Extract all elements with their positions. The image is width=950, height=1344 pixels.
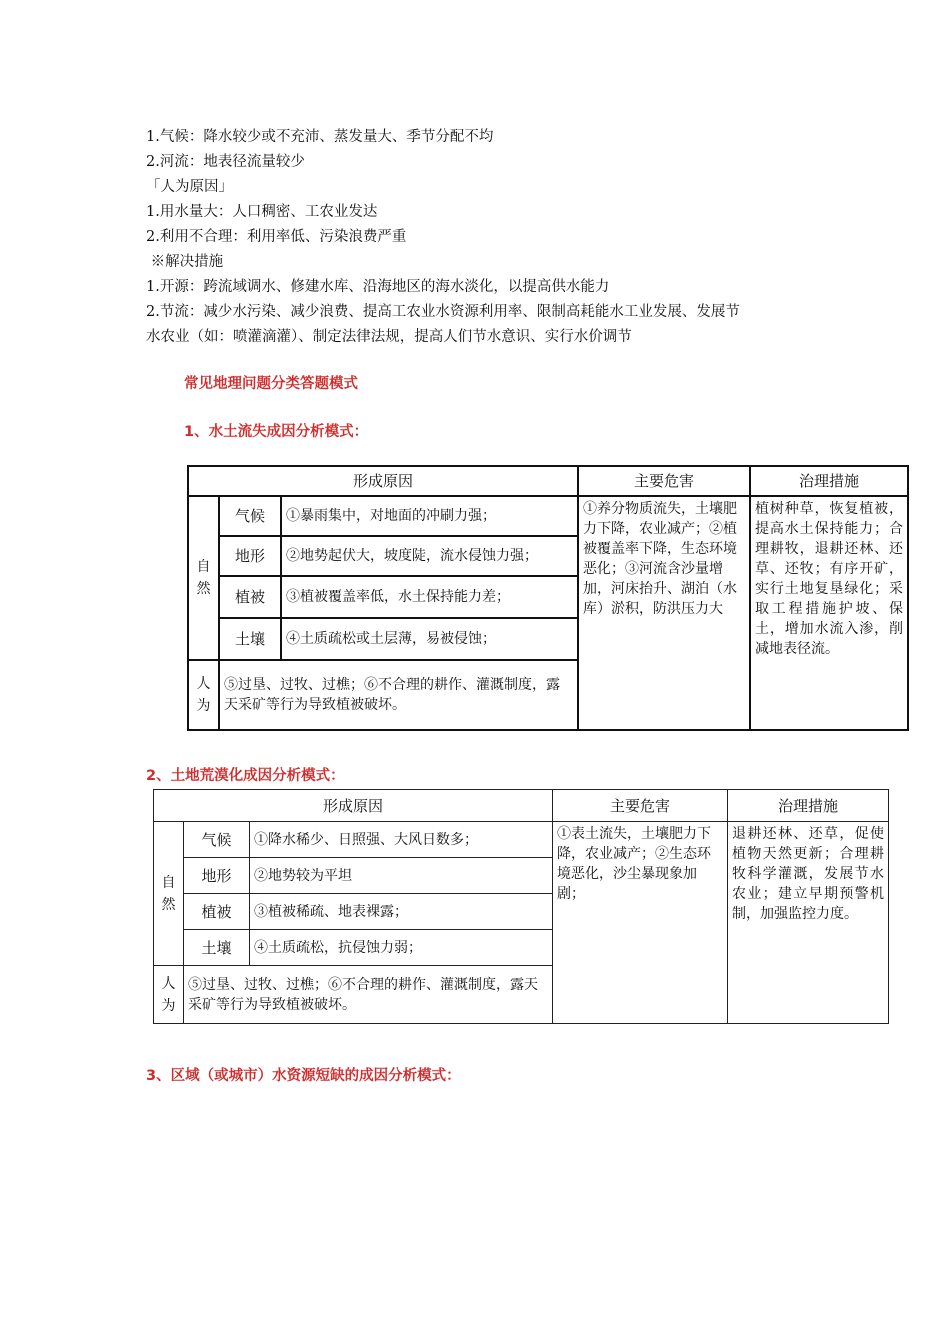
factor-desc: ①暴雨集中，对地面的冲刷力强； [281,496,578,536]
intro-line: 1.气候：降水较少或不充沛、蒸发量大、季节分配不均 [146,129,494,145]
header-measure: 治理措施 [728,790,889,822]
harm-cell: ①表土流失，土壤肥力下降，农业减产；②生态环境恶化，沙尘暴现象加剧； [553,822,728,1024]
measure-cell: 植树种草，恢复植被，提高水土保持能力；合理耕牧，退耕还林、还草、还牧；有序开矿，实行土地复垦绿化；采取工程措施护坡、保土，增加水流入渗，削减地表径流。 [750,496,908,730]
factor-vegetation: 植被 [219,576,281,618]
header-harm: 主要危害 [578,466,750,496]
factor-climate: 气候 [219,496,281,536]
intro-line: 2.节流：减少水污染、减少浪费、提高工农业水资源利用率、限制高耗能水工业发展、发展节 [146,304,740,320]
factor-desc: ②地势起伏大，坡度陡，流水侵蚀力强； [281,536,578,576]
factor-soil: 土壤 [184,930,250,966]
measure-cell: 退耕还林、还草，促使植物天然更新；合理耕牧科学灌溉，发展节水农业；建立早期预警机制，加强监控力度。 [728,822,889,1024]
factor-desc: ①降水稀少、日照强、大风日数多； [250,822,553,858]
factor-vegetation: 植被 [184,894,250,930]
intro-line: 水农业（如：喷灌滴灌）、制定法律法规，提高人们节水意识、实行水价调节 [146,329,632,345]
intro-line: 1.用水量大：人口稠密、工农业发达 [146,204,378,220]
factor-desc: ③植被稀疏、地表裸露； [250,894,553,930]
header-harm: 主要危害 [553,790,728,822]
natural-label: 自然 [154,822,184,966]
factor-terrain: 地形 [184,858,250,894]
factor-climate: 气候 [184,822,250,858]
desertification-table [153,789,889,1024]
intro-line: 「人为原因」 [146,179,233,195]
heading-water-shortage: 3、区域（或城市）水资源短缺的成因分析模式： [146,1068,461,1084]
human-label: 人为 [188,660,219,730]
intro-line: 2.利用不合理：利用率低、污染浪费严重 [146,229,407,245]
natural-label: 自然 [188,496,219,660]
factor-desc: ③植被覆盖率低，水土保持能力差； [281,576,578,618]
heading-soil-erosion: 1、水土流失成因分析模式： [184,424,369,440]
factor-desc: ②地势较为平坦 [250,858,553,894]
intro-line: 2.河流：地表径流量较少 [146,154,305,170]
intro-line: 1.开源：跨流域调水、修建水库、沿海地区的海水淡化，以提高供水能力 [146,279,610,295]
soil-erosion-table [187,465,909,731]
header-measure: 治理措施 [750,466,908,496]
harm-cell: ①养分物质流失，土壤肥力下降，农业减产；②植被覆盖率下降，生态环境恶化；③河流含沙量增加，河床抬升、湖泊（水库）淤积，防洪压力大 [578,496,750,730]
human-desc: ⑤过垦、过牧、过樵；⑥不合理的耕作、灌溉制度，露天采矿等行为导致植被破坏。 [184,966,553,1024]
factor-desc: ④土质疏松或土层薄，易被侵蚀； [281,618,578,660]
intro-line: ※解决措施 [146,254,224,270]
header-cause: 形成原因 [154,790,553,822]
human-label: 人为 [154,966,184,1024]
header-cause: 形成原因 [188,466,578,496]
factor-soil: 土壤 [219,618,281,660]
section-title: 常见地理问题分类答题模式 [184,376,358,392]
factor-desc: ④土质疏松，抗侵蚀力弱； [250,930,553,966]
heading-desertification: 2、土地荒漠化成因分析模式： [146,768,345,784]
human-desc: ⑤过垦、过牧、过樵；⑥不合理的耕作、灌溉制度，露天采矿等行为导致植被破坏。 [219,660,578,730]
factor-terrain: 地形 [219,536,281,576]
